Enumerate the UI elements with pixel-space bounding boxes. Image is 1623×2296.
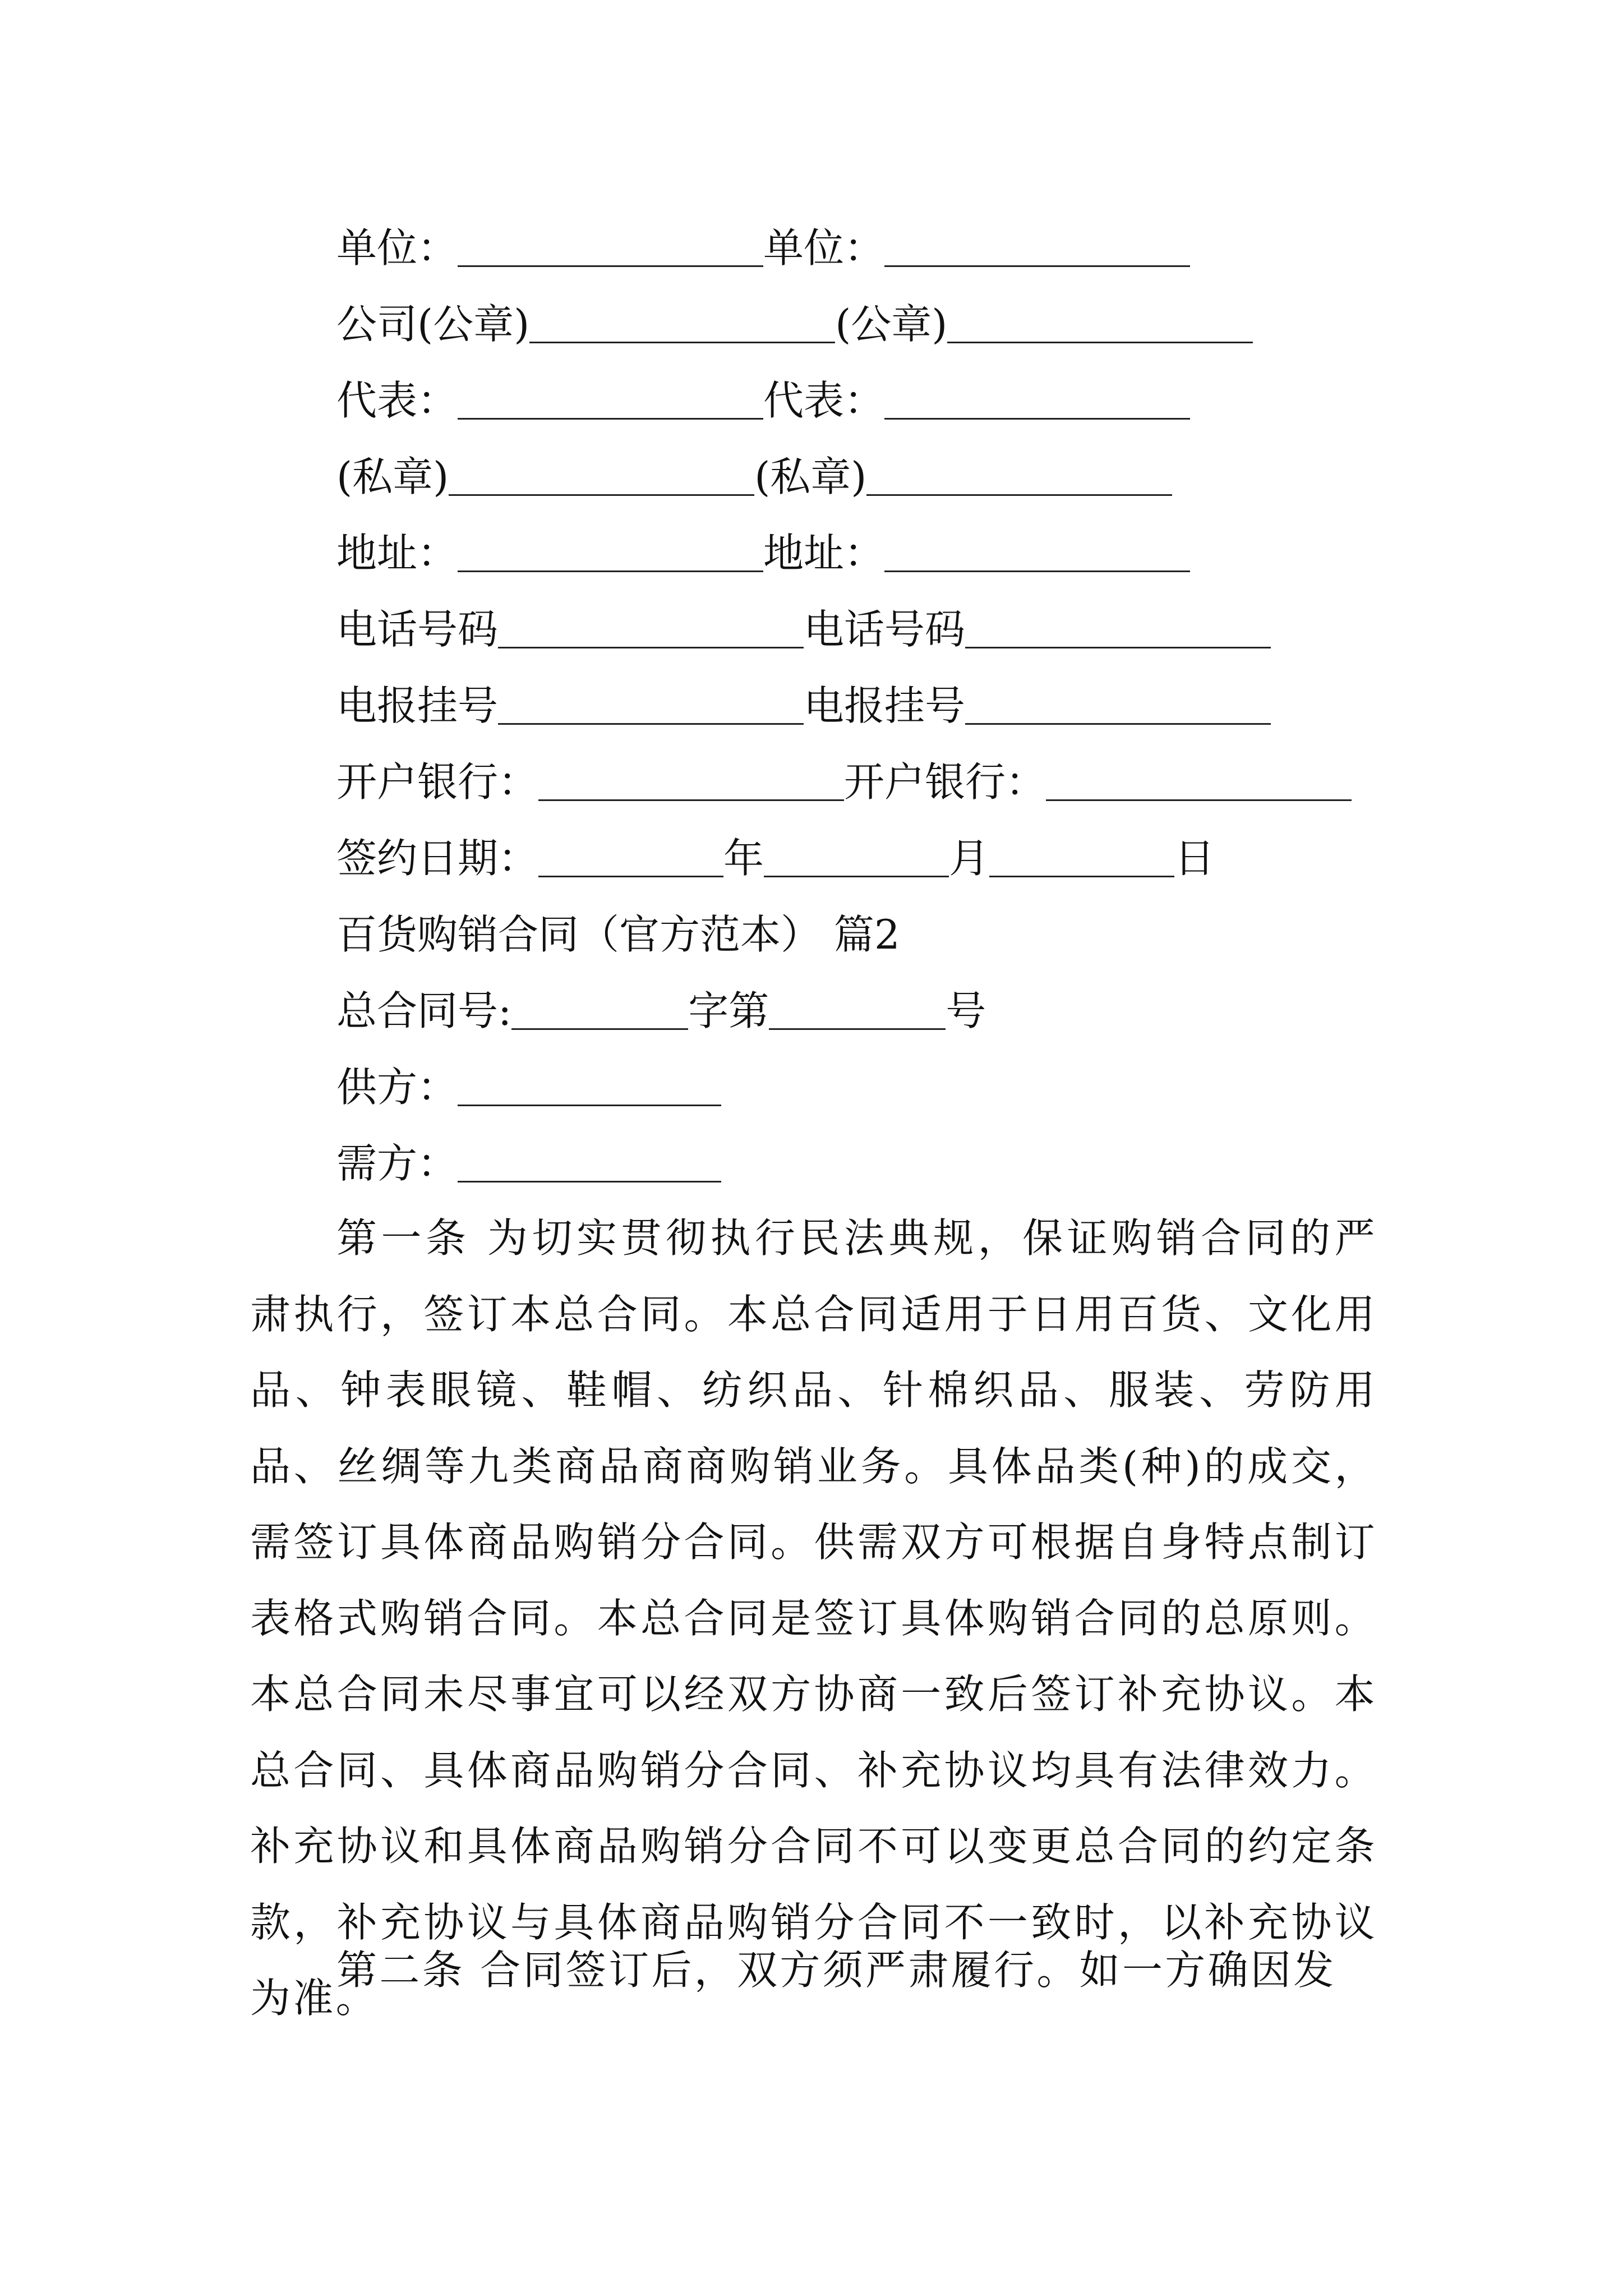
party-b-private-seal-blank — [866, 494, 1172, 496]
supplier-row — [336, 1045, 721, 1112]
unit-row — [336, 205, 1190, 273]
company-seal-row — [336, 282, 1253, 349]
buyer-row — [336, 1121, 721, 1188]
day-label: 日 — [1174, 835, 1215, 882]
party-b-representative-blank — [884, 418, 1190, 420]
party-b-seal-label: (公章) — [835, 301, 948, 348]
month-label: 月 — [949, 835, 990, 882]
bank-row — [336, 739, 1352, 807]
party-a-private-seal-blank — [449, 494, 754, 496]
year-blank — [538, 876, 723, 877]
year-label: 年 — [723, 835, 764, 882]
party-b-seal-blank — [947, 342, 1253, 343]
buyer-blank — [458, 1181, 721, 1182]
telegraph-row — [336, 663, 1271, 730]
party-b-bank-label: 开户银行： — [844, 758, 1046, 806]
day-blank — [989, 876, 1174, 877]
party-b-bank-blank — [1046, 799, 1352, 801]
representative-row — [336, 358, 1190, 425]
section-title-row — [336, 892, 900, 959]
party-a-phone-blank — [498, 647, 804, 648]
party-b-phone-label: 电话号码 — [804, 606, 966, 653]
party-a-bank-blank — [538, 799, 844, 801]
party-a-representative-blank — [458, 418, 763, 420]
supplier-blank — [458, 1105, 721, 1106]
contract-number-middle: 字第 — [688, 987, 769, 1034]
party-a-telegraph-label: 电报挂号 — [336, 682, 499, 729]
contract-number-row — [336, 968, 986, 1036]
phone-row — [336, 587, 1271, 654]
party-a-company-seal-blank — [529, 342, 835, 343]
buyer-label: 需方： — [336, 1140, 458, 1187]
party-a-phone-label: 电话号码 — [336, 606, 499, 653]
party-a-unit-blank — [458, 265, 763, 267]
month-blank — [764, 876, 949, 877]
party-b-telegraph-blank — [965, 723, 1271, 725]
party-b-address-label: 地址： — [763, 530, 885, 577]
sign-date-label: 签约日期： — [336, 835, 539, 882]
private-seal-row — [336, 434, 1172, 501]
sign-date-row — [336, 816, 1215, 883]
party-b-representative-label: 代表： — [763, 377, 885, 424]
contract-number-label: 总合同号: — [336, 987, 512, 1034]
party-a-address-label: 地址： — [336, 530, 458, 577]
section-title: 百货购销合同（官方范本） 篇2 — [336, 911, 900, 958]
contract-code-blank — [511, 1028, 688, 1030]
address-row — [336, 510, 1190, 578]
party-a-representative-label: 代表： — [336, 377, 458, 424]
party-a-company-seal-label: 公司(公章) — [336, 301, 530, 348]
party-b-telegraph-label: 电报挂号 — [804, 682, 966, 729]
party-a-bank-label: 开户银行： — [336, 758, 539, 806]
article-1: 第一条 为切实贯彻执行民法典规，保证购销合同的严肃执行，签订本总合同。本总合同适用于日用百货、文化用品、钟表眼镜、鞋帽、纺织品、针棉织品、服装、劳防用品、丝绸等九类商品商商购销业务。具体品类(种)的成交，需签订具体商品购销分合同。供需双方可根据自身特点制订表格式购销合同。本总合同是签订具体购销合同的总原则。本总合同未尽事宜可以经双方协商一致后签订补充协议。本总合同、具体商品购销分合同、补充协议均具有法律效力。补充协议和具体商品购销分合同不可以变更总合同的约定条款，补充协议与具体商品购销分合同不一致时，以补充协议为准。 — [250, 1214, 1377, 2022]
party-a-telegraph-blank — [498, 723, 804, 725]
supplier-label: 供方： — [336, 1064, 458, 1111]
article-2: 第二条 合同签订后，双方须严肃履行。如一方确因发 — [336, 1947, 1336, 1994]
party-a-unit-label: 单位： — [336, 224, 458, 272]
party-b-address-blank — [884, 570, 1190, 572]
party-b-private-seal-label: (私章) — [754, 453, 867, 500]
party-b-phone-blank — [965, 647, 1271, 648]
contract-serial-blank — [769, 1028, 946, 1030]
party-b-unit-label: 单位： — [763, 224, 885, 272]
party-a-address-blank — [458, 570, 763, 572]
party-b-unit-blank — [884, 265, 1190, 267]
party-a-private-seal-label: (私章) — [336, 453, 449, 500]
contract-number-suffix: 号 — [946, 987, 986, 1034]
